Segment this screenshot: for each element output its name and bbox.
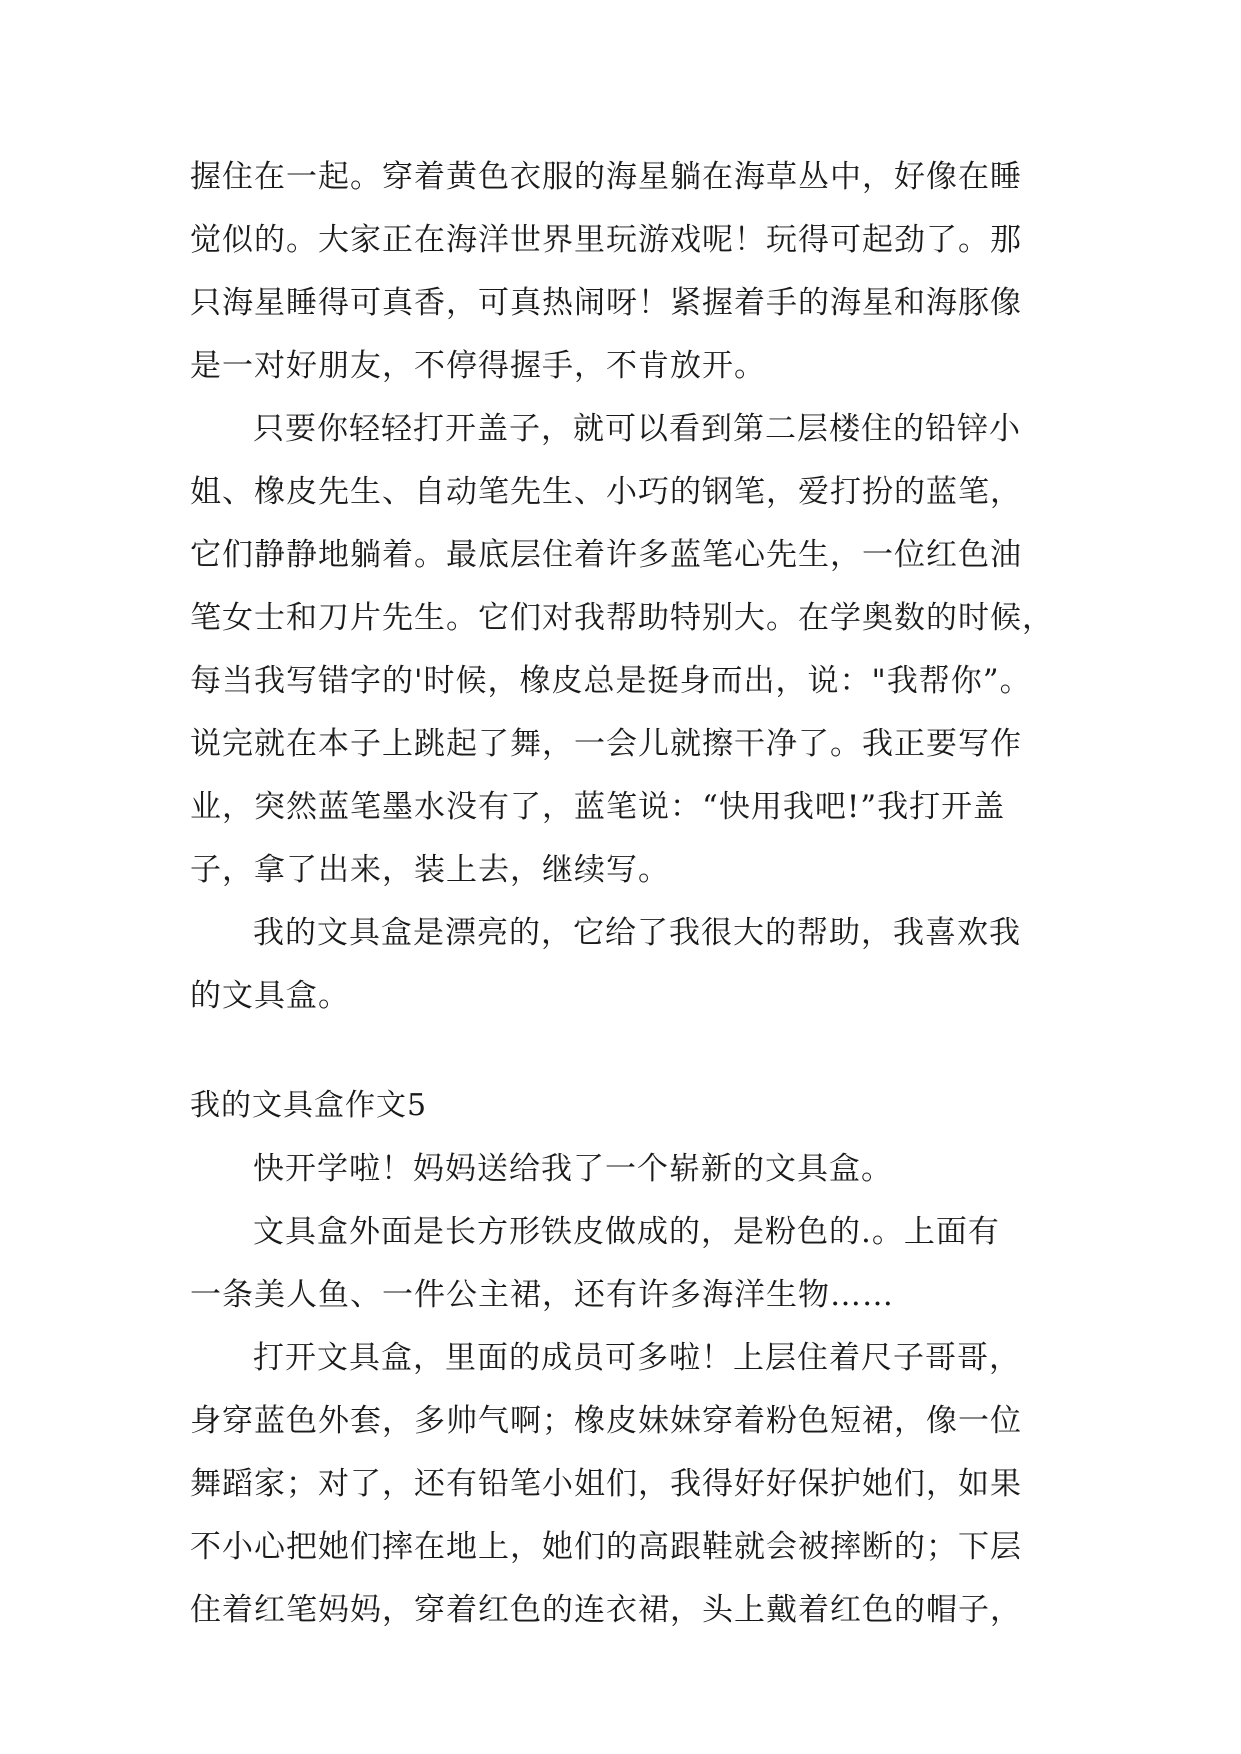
paragraph-line: 不小心把她们摔在地上，她们的高跟鞋就会被摔断的；下层 (190, 1529, 1022, 1565)
paragraph-line: 只海星睡得可真香，可真热闹呀！紧握着手的海星和海豚像 (190, 285, 1022, 321)
paragraph-line: 姐、橡皮先生、自动笔先生、小巧的钢笔，爱打扮的蓝笔， (190, 474, 1022, 510)
paragraph-line: 快开学啦！妈妈送给我了一个崭新的文具盒。 (253, 1151, 893, 1187)
paragraph-line: 觉似的。大家正在海洋世界里玩游戏呢！玩得可起劲了。那 (190, 222, 1022, 258)
paragraph-line: 我的文具盒是漂亮的，它给了我很大的帮助，我喜欢我 (253, 915, 1021, 951)
paragraph-line: 身穿蓝色外套，多帅气啊；橡皮妹妹穿着粉色短裙，像一位 (190, 1403, 1022, 1439)
paragraph-line: 每当我写错字的'时候，橡皮总是挺身而出，说："我帮你”。 (190, 663, 1032, 699)
paragraph-line: 打开文具盒，里面的成员可多啦！上层住着尺子哥哥， (253, 1340, 1021, 1376)
paragraph-line: 它们静静地躺着。最底层住着许多蓝笔心先生，一位红色油 (190, 537, 1022, 573)
paragraph-line: 笔女士和刀片先生。它们对我帮助特别大。在学奥数的时候， (190, 600, 1054, 636)
section-heading: 我的文具盒作文5 (190, 1088, 428, 1123)
paragraph-line: 握住在一起。穿着黄色衣服的海星躺在海草丛中，好像在睡 (190, 159, 1022, 195)
paragraph-line: 文具盒外面是长方形铁皮做成的，是粉色的.。上面有 (253, 1214, 1000, 1250)
paragraph-line: 的文具盒。 (190, 978, 350, 1014)
paragraph-line: 说完就在本子上跳起了舞，一会儿就擦干净了。我正要写作 (190, 726, 1022, 762)
paragraph-line: 舞蹈家；对了，还有铅笔小姐们，我得好好保护她们，如果 (190, 1466, 1022, 1502)
paragraph-line: 业，突然蓝笔墨水没有了，蓝笔说：“快用我吧!”我打开盖 (190, 789, 1006, 825)
paragraph-line: 一条美人鱼、一件公主裙，还有许多海洋生物…… (190, 1277, 894, 1313)
paragraph-line: 是一对好朋友，不停得握手，不肯放开。 (190, 348, 766, 384)
paragraph-line: 住着红笔妈妈，穿着红色的连衣裙，头上戴着红色的帽子， (190, 1592, 1022, 1628)
paragraph-line: 只要你轻轻打开盖子，就可以看到第二层楼住的铅锌小 (253, 411, 1021, 447)
paragraph-line: 子，拿了出来，装上去，继续写。 (190, 852, 670, 888)
